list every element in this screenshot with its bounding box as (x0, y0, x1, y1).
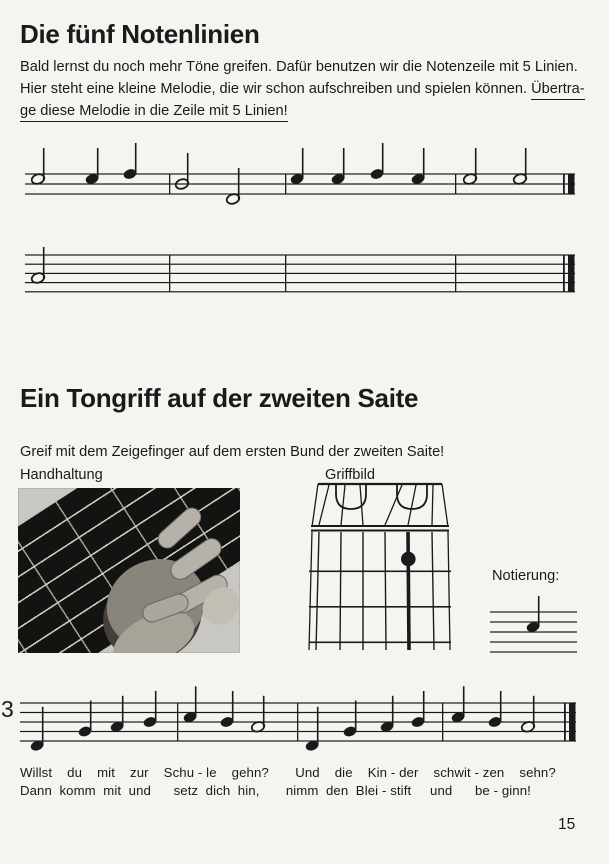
song-number: 3 (1, 696, 14, 722)
nut-line-2 (311, 530, 449, 532)
nut-line-1 (311, 525, 449, 527)
neck-right-edge (442, 484, 450, 650)
intro-line-2-text: Hier steht eine kleine Melodie, die wir schon aufschreiben und spielen können. (20, 81, 532, 97)
notation-staff (490, 588, 580, 660)
intro-paragraph (20, 56, 595, 122)
diagram-label: Griffbild (325, 467, 376, 483)
fret-3 (309, 642, 451, 644)
page-title-notenlinien: Die fünf Notenlinien (20, 19, 260, 49)
fretboard-diagram (305, 478, 455, 660)
hand-position-photo (18, 488, 240, 653)
strings-below-nut (316, 532, 434, 650)
photo-label: Handhaltung (20, 467, 103, 483)
intro-line-1: Bald lernst du noch mehr Töne greifen. Dafür benutzen wir die Notenzeile mit 5 Linien. (20, 59, 578, 75)
song-staff (20, 680, 578, 764)
intro-line-2-underlined: Übertra- (531, 81, 585, 100)
lyrics-line-2: Dann komm mit und setz dich hin, nimm den Blei - stift und be - ginn! (20, 783, 531, 798)
intro-line-2 (20, 78, 595, 100)
instruction-text: Greif mit dem Zeigefinger auf dem ersten Bund der zweiten Saite! (20, 444, 445, 460)
fret-2 (309, 606, 451, 608)
empty-staff-5-lines (25, 238, 577, 300)
page-title-tongriff: Ein Tongriff auf der zweiten Saite (20, 383, 419, 413)
intro-line-3-underlined: ge diese Melodie in die Zeile mit 5 Linien! (20, 103, 288, 122)
notation-label: Notierung: (492, 568, 560, 584)
marked-string-thick (408, 532, 409, 650)
melody-staff-3-lines (25, 140, 577, 210)
fret-1 (309, 571, 451, 573)
finger-dot (401, 552, 416, 567)
lyrics-line-1: Willst du mit zur Schu - le gehn? Und die Kin - der schwit - zen sehn? (20, 765, 556, 780)
page-number: 15 (558, 816, 576, 833)
intro-line-3 (20, 100, 595, 122)
